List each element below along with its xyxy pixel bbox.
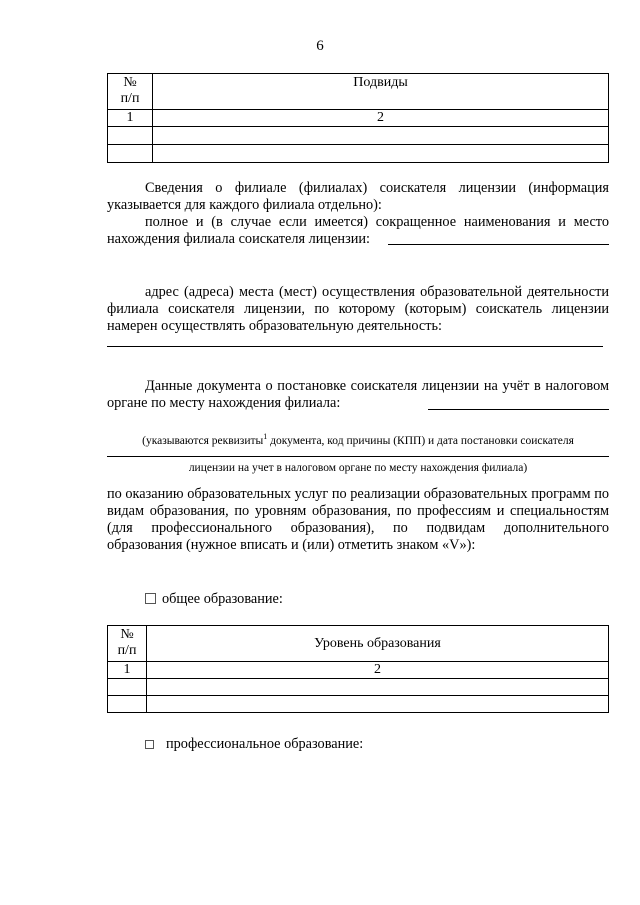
services-paragraph: по оказанию образовательных услуг по реализации образовательных программ по видам образования, по уровням образования, по профессиям и специальностям (для профессионального образования), по подвидам дополнительного образования (нужное вписать и (или) отметить знаком «V»): [107, 486, 609, 553]
tax-note-text: (указываются реквизиты [142, 434, 264, 447]
branch-name-fill-line [388, 244, 609, 245]
empty-cell [108, 127, 153, 145]
branch-info-heading: Сведения о филиале (филиалах) соискателя лицензии (информация указывается для каждого филиала отдельно): [107, 180, 609, 213]
empty-cell [153, 145, 609, 163]
col-level-header: Уровень образования [147, 626, 609, 662]
table-header-row [108, 74, 609, 110]
tax-note-line2: лицензии на учет в налоговом органе по месту нахождения филиала) [188, 462, 528, 474]
index-cell-2: 2 [147, 662, 609, 679]
empty-cell [147, 696, 609, 713]
tax-note-fill-line [107, 456, 609, 457]
footnote-marker: 1 [263, 432, 268, 441]
branch-name-label: полное и (в случае если имеется) сокращенное наименования и место нахождения филиала соискателя лицензии: [107, 214, 609, 247]
branch-name-paragraph [107, 214, 609, 248]
table-index-row [108, 110, 609, 127]
table-header-row [108, 626, 609, 662]
col-number-header: № п/п [108, 74, 153, 110]
tax-registration-paragraph [107, 378, 609, 412]
education-level-table [107, 625, 609, 713]
empty-cell [108, 145, 153, 163]
page-number: 6 [316, 38, 324, 54]
professional-education-label: профессиональное образование: [166, 736, 364, 752]
index-cell-2: 2 [153, 110, 609, 127]
index-cell-1: 1 [108, 662, 147, 679]
tax-registration-label: Данные документа о постановке соискателя лицензии на учёт в налоговом органе по месту нахождения филиала: [107, 378, 609, 411]
table-row [108, 679, 609, 696]
professional-education-option[interactable] [145, 736, 363, 753]
table-index-row [108, 662, 609, 679]
general-education-option[interactable] [145, 591, 283, 608]
table-row [108, 145, 609, 163]
col-number-header: № п/п [108, 626, 147, 662]
empty-cell [108, 696, 147, 713]
empty-cell [108, 679, 147, 696]
general-education-label: общее образование: [162, 591, 283, 607]
checkbox-icon[interactable] [145, 740, 154, 749]
tax-note-text-cont: документа, код причины (КПП) и дата постановки соискателя [267, 434, 574, 447]
activity-address-paragraph: адрес (адреса) места (мест) осуществления образовательной деятельности филиала соискателя лицензии, по которому (которым) соискатель лицензии намерен осуществлять образовательную деятельность: [107, 284, 609, 334]
subtypes-table [107, 73, 609, 163]
col-subtypes-header: Подвиды [153, 74, 609, 110]
checkbox-icon[interactable] [145, 593, 156, 604]
tax-fill-line [428, 409, 609, 410]
index-cell-1: 1 [108, 110, 153, 127]
empty-cell [147, 679, 609, 696]
table-row [108, 696, 609, 713]
address-fill-line [107, 346, 603, 347]
empty-cell [153, 127, 609, 145]
tax-note-line1 [107, 430, 609, 448]
table-row [108, 127, 609, 145]
